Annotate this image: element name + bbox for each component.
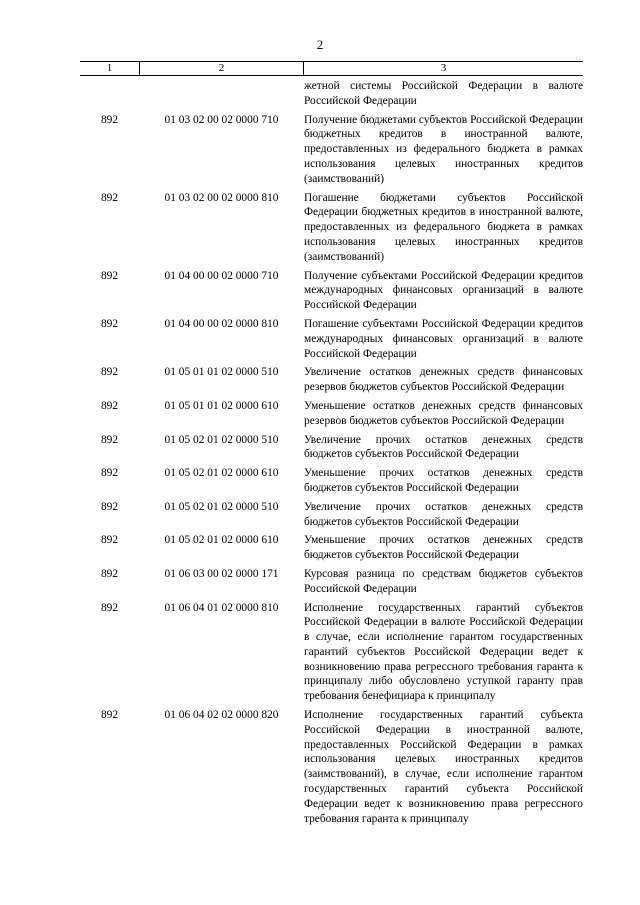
budget-code-cell: 01 05 02 01 02 0000 610 [164,467,279,480]
description-cell: Уменьшение остатков денежных средств финансовых резервов бюджетов субъектов Российской Федерации [304,399,583,427]
description-cell: Уменьшение прочих остатков денежных средств бюджетов субъектов Российской Федерации [304,534,583,562]
description-cell: Увеличение остатков денежных средств финансовых резервов бюджетов субъектов Российской Федерации [304,366,583,394]
budget-code-cell: 01 06 03 00 02 0000 171 [164,567,279,580]
admin-code-cell: 892 [100,709,119,722]
table-row [80,365,583,395]
description-cell: Погашение бюджетами субъектов Российской Федерации бюджетных кредитов в иностранной валюте, предоставленных из федерального бюджета в рамках использования целевых иностранных кредитов (заимствований) [304,191,583,263]
table-row [80,708,583,826]
description-cell: Получение бюджетами субъектов Российской Федерации бюджетных кредитов в иностранной валюте, предоставленных из федерального бюджета в рамках использования целевых иностранных кредитов (заимствований) [304,113,583,185]
admin-code-cell: 892 [100,191,119,204]
table-row [80,500,583,530]
budget-code-cell: 01 05 02 01 02 0000 510 [164,433,279,446]
admin-code-cell: 892 [100,534,119,547]
table-row [80,433,583,463]
description-cell: Уменьшение прочих остатков денежных средств бюджетов субъектов Российской Федерации [304,467,583,494]
header-col-1: 1 [80,62,140,75]
admin-code-cell: 892 [100,399,119,412]
budget-code-cell: 01 06 04 02 02 0000 820 [164,709,279,722]
table-row [80,399,583,429]
header-col-3: 3 [440,62,447,74]
admin-code-cell: 892 [100,366,119,379]
admin-code-cell: 892 [100,113,119,126]
admin-code-cell: 892 [100,500,119,513]
budget-code-cell: 01 04 00 00 02 0000 710 [164,269,279,282]
continuation-text: жетной системы Российской Федерации в валюте Российской Федерации [304,80,583,107]
budget-code-cell: 01 05 02 01 02 0000 610 [164,534,279,547]
table-row [80,533,583,563]
budget-code-cell: 01 05 01 01 02 0000 610 [164,399,279,412]
budget-code-cell: 01 05 02 01 02 0000 510 [164,500,279,513]
admin-code-cell: 892 [100,317,119,330]
table-row [80,567,583,597]
description-cell: Получение субъектами Российской Федерации кредитов международных финансовых организаций в валюте Российской Федерации [304,269,583,312]
budget-code-cell: 01 03 02 00 02 0000 710 [164,113,279,126]
description-cell: Исполнение государственных гарантий субъекта Российской Федерации в иностранной валюте, предоставленных Российской Федерации в рамках использования целевых иностранных кредитов (заимствований), в случае, если исполнение гарантом государственных гарантий субъекта Российской Федерации ведет к возникновению права регрессного требования гаранта к принципалу [304,709,583,825]
description-cell: Погашение субъектами Российской Федерации кредитов международных финансовых организаций в валюте Российской Федерации [304,317,583,360]
table-rows [80,113,583,827]
description-cell: Увеличение прочих остатков денежных средств бюджетов субъектов Российской Федерации [304,433,583,461]
table-row [80,466,583,496]
budget-code-cell: 01 03 02 00 02 0000 810 [164,191,279,204]
table-row [80,317,583,361]
admin-code-cell: 892 [100,433,119,446]
budget-code-cell: 01 06 04 01 02 0000 810 [164,601,279,614]
admin-code-cell: 892 [100,601,119,614]
table-header [80,61,583,76]
description-cell: Исполнение государственных гарантий субъектов Российской Федерации в валюте Российской Федерации в случае, если исполнение гарантом государственных гарантий субъектов Российской Федерации ведет к возникновению права регрессного требования гаранта к принципалу либо обусловлено уступкой гаранту прав требования бенефициара к принципалу [304,601,583,703]
admin-code-cell: 892 [100,269,119,282]
admin-code-cell: 892 [100,467,119,480]
description-cell: Увеличение прочих остатков денежных средств бюджетов субъектов Российской Федерации [304,500,583,528]
table-row [80,113,583,187]
table-row [80,601,583,705]
table-body [80,79,583,826]
page-number: 2 [316,37,324,52]
table-row [80,191,583,265]
header-col-2: 2 [140,62,304,75]
admin-code-cell: 892 [100,567,119,580]
budget-code-cell: 01 05 01 01 02 0000 510 [164,366,279,379]
table-row [80,269,583,313]
budget-code-cell: 01 04 00 00 02 0000 810 [164,317,279,330]
description-cell: Курсовая разница по средствам бюджетов субъектов Российской Федерации [304,567,583,595]
